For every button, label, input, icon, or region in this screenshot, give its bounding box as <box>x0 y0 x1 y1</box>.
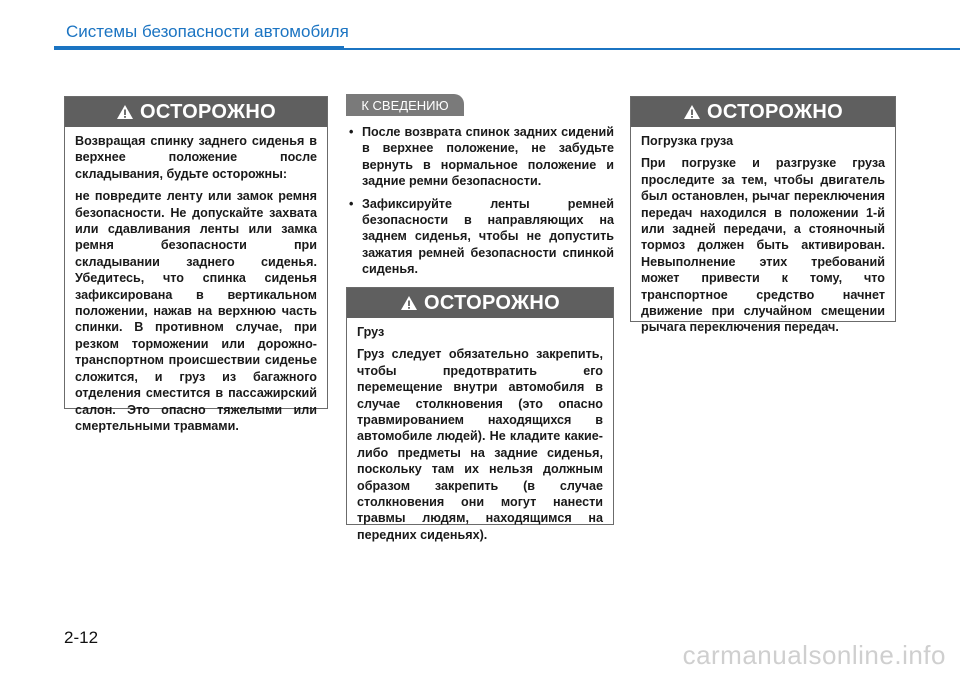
warning-paragraph: Погрузка груза <box>641 134 734 148</box>
warning-triangle-icon <box>400 295 418 311</box>
info-list <box>346 124 614 284</box>
section-title: Системы безопасности автомобиля <box>66 22 349 41</box>
warning-body <box>631 127 895 344</box>
warning-label: ОСТОРОЖНО <box>424 291 560 314</box>
info-badge: К СВЕДЕНИЮ <box>346 94 464 116</box>
warning-triangle-icon <box>116 104 134 120</box>
warning-label: ОСТОРОЖНО <box>140 100 276 123</box>
warning-paragraph: Возвращая спинку заднего сиденья в верхнее положение после складывания, будьте осторожны: <box>75 134 317 181</box>
warning-box-loading <box>630 96 896 335</box>
bullet: • <box>349 125 354 139</box>
warning-box-seat-back <box>64 96 328 433</box>
header-divider <box>54 48 960 50</box>
warning-triangle-icon <box>683 104 701 120</box>
warning-body <box>347 318 613 551</box>
warning-paragraph: не повредите ленту или замок ремня безопасности. Не допускайте захвата или сдавливания ленты или замка ремня безопасности при складывании заднего сиденья. Убедитесь, что спинка сиденья зафиксирована в вертикальном положении, нажав на верхнюю часть спинки. В противном случае, при резком торможении или дорожно-транспортном происшествии сиденье сложится, и груз из багажного отделения сместится в пассажирский салон. Это опасно тяжелыми или смертельными травмами. <box>75 189 317 433</box>
bullet: • <box>349 196 354 211</box>
warning-box-cargo <box>346 287 614 542</box>
warning-paragraph: Груз следует обязательно закрепить, чтобы предотвратить его перемещение внутри автомобиля в случае столкновения (это опасно травмированием находящихся в автомобиле людей). Не кладите какие-либо предметы на задние сиденья, поскольку там их нельзя должным образом закрепить (в случае столкновения они могут нанести травмы людям, находящимся на передних сиденьях). <box>357 347 603 542</box>
warning-paragraph: При погрузке и разгрузке груза проследите за тем, чтобы двигатель был остановлен, рычаг переключения передач находился в положении 1-й или задней передачи, а стояночный тормоз должен быть активирован. Невыполнение этих требований может привести к тому, что транспортное средство начнет движение при случайном смещении рычага переключения передач. <box>641 156 885 335</box>
warning-header <box>347 288 613 318</box>
warning-body <box>65 127 327 442</box>
info-list-item <box>346 124 614 190</box>
info-item-text: Зафиксируйте ленты ремней безопасности в направляющих на заднем сиденья, чтобы не допустить зажатия ремней безопасности спинкой сиденья. <box>362 196 614 277</box>
page-number: 2-12 <box>64 628 99 647</box>
watermark: carmanualsonline.info <box>682 640 946 670</box>
warning-header <box>631 97 895 127</box>
info-list-item <box>346 196 614 278</box>
info-item-text: После возврата спинок задних сидений в верхнее положение, не забудьте вернуть в нормальное положение и задние ремни безопасности. <box>362 125 614 189</box>
warning-label: ОСТОРОЖНО <box>707 100 843 123</box>
warning-header <box>65 97 327 127</box>
warning-paragraph: Груз <box>357 325 385 339</box>
